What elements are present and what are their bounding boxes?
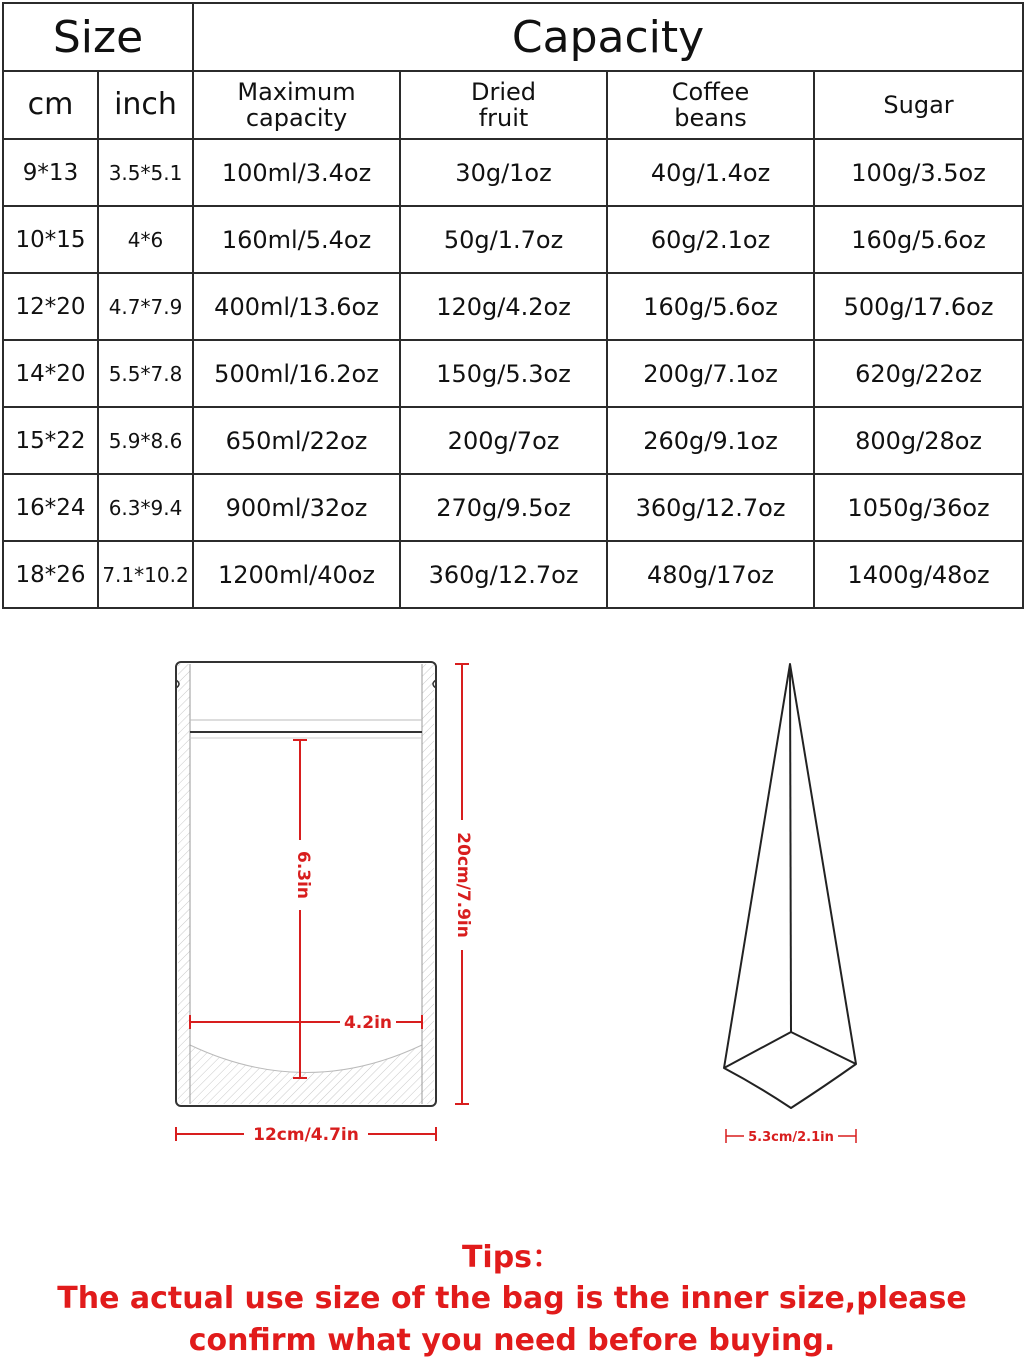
size-capacity-table	[2, 2, 1024, 609]
dried-fruit-cell: 30g/1oz	[400, 139, 607, 206]
table-row	[3, 474, 1023, 541]
coffee-beans-cell: 40g/1.4oz	[607, 139, 814, 206]
inch-column-header: inch	[98, 71, 193, 139]
coffee-beans-column-header	[607, 71, 814, 139]
inch-cell: 7.1*10.2	[98, 541, 193, 608]
cm-cell: 18*26	[3, 541, 98, 608]
inch-cell: 5.9*8.6	[98, 407, 193, 474]
capacity-header: Capacity	[193, 3, 1023, 71]
maximum-capacity-cell: 1200ml/40oz	[193, 541, 400, 608]
sugar-cell: 160g/5.6oz	[814, 206, 1023, 273]
maximum-capacity-column-header	[193, 71, 400, 139]
cm-cell: 15*22	[3, 407, 98, 474]
sugar-cell: 500g/17.6oz	[814, 273, 1023, 340]
coffee-beans-label: Coffee beans	[671, 78, 750, 132]
bag-front-diagram	[0, 640, 520, 1160]
coffee-beans-cell: 360g/12.7oz	[607, 474, 814, 541]
tips-text: The actual use size of the bag is the inner size,please confirm what you need before buying.	[57, 1281, 967, 1358]
maximum-capacity-cell: 500ml/16.2oz	[193, 340, 400, 407]
outer-height-dimension	[453, 664, 473, 1104]
gusset-width-label: 5.3cm/2.1in	[748, 1130, 834, 1145]
cm-cell: 14*20	[3, 340, 98, 407]
coffee-beans-cell: 200g/7.1oz	[607, 340, 814, 407]
sugar-cell: 100g/3.5oz	[814, 139, 1023, 206]
cm-cell: 12*20	[3, 273, 98, 340]
maximum-capacity-cell: 100ml/3.4oz	[193, 139, 400, 206]
maximum-capacity-cell: 160ml/5.4oz	[193, 206, 400, 273]
inner-height-label: 6.3in	[293, 850, 313, 900]
cm-cell: 9*13	[3, 139, 98, 206]
table-row	[3, 273, 1023, 340]
dried-fruit-column-header	[400, 71, 607, 139]
inch-cell: 3.5*5.1	[98, 139, 193, 206]
sugar-cell: 800g/28oz	[814, 407, 1023, 474]
sugar-cell: 1050g/36oz	[814, 474, 1023, 541]
inch-cell: 6.3*9.4	[98, 474, 193, 541]
gusset-width-dimension	[726, 1126, 856, 1146]
inner-width-label: 4.2in	[343, 1013, 393, 1033]
tips-title: Tips：	[461, 1240, 563, 1275]
dried-fruit-cell: 120g/4.2oz	[400, 273, 607, 340]
table-body	[3, 139, 1023, 608]
dried-fruit-cell: 150g/5.3oz	[400, 340, 607, 407]
dried-fruit-cell: 270g/9.5oz	[400, 474, 607, 541]
inch-cell: 5.5*7.8	[98, 340, 193, 407]
maximum-capacity-cell: 900ml/32oz	[193, 474, 400, 541]
maximum-capacity-cell: 400ml/13.6oz	[193, 273, 400, 340]
dried-fruit-cell: 360g/12.7oz	[400, 541, 607, 608]
coffee-beans-cell: 260g/9.1oz	[607, 407, 814, 474]
table-row	[3, 206, 1023, 273]
table-row	[3, 340, 1023, 407]
outer-width-dimension	[176, 1122, 436, 1146]
sugar-column-header: Sugar	[814, 71, 1023, 139]
sugar-cell: 620g/22oz	[814, 340, 1023, 407]
dried-fruit-label: Dried fruit	[471, 78, 537, 132]
maximum-capacity-label: Maximum capacity	[237, 78, 356, 132]
cm-cell: 10*15	[3, 206, 98, 273]
cm-cell: 16*24	[3, 474, 98, 541]
gusset-outline	[724, 664, 856, 1108]
table-row	[3, 139, 1023, 206]
size-header: Size	[3, 3, 193, 71]
cm-column-header: cm	[3, 71, 98, 139]
bag-side-gusset-diagram	[680, 640, 920, 1160]
inch-cell: 4*6	[98, 206, 193, 273]
dried-fruit-cell: 50g/1.7oz	[400, 206, 607, 273]
sugar-cell: 1400g/48oz	[814, 541, 1023, 608]
coffee-beans-cell: 60g/2.1oz	[607, 206, 814, 273]
maximum-capacity-cell: 650ml/22oz	[193, 407, 400, 474]
outer-height-label: 20cm/7.9in	[453, 832, 473, 938]
table-row	[3, 407, 1023, 474]
dried-fruit-cell: 200g/7oz	[400, 407, 607, 474]
coffee-beans-cell: 480g/17oz	[607, 541, 814, 608]
coffee-beans-cell: 160g/5.6oz	[607, 273, 814, 340]
outer-width-label: 12cm/4.7in	[253, 1125, 359, 1145]
table-row	[3, 541, 1023, 608]
inch-cell: 4.7*7.9	[98, 273, 193, 340]
